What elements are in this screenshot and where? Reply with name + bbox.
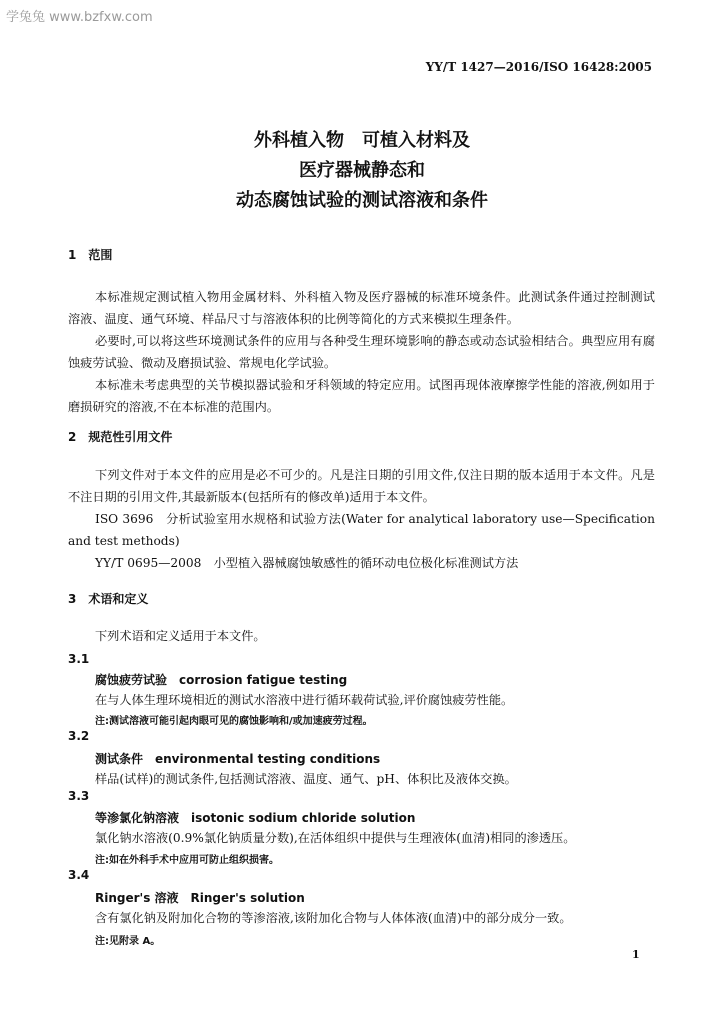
term-number: 3.3 xyxy=(68,789,90,803)
term-number: 3.1 xyxy=(68,652,90,666)
term-title: Ringer's 溶液 Ringer's solution xyxy=(95,891,305,905)
section-1-body xyxy=(68,286,655,418)
page-number: 1 xyxy=(632,948,640,961)
normative-reference-yy-t-0695: YY/T 0695—2008 小型植入器械腐蚀敏感性的循环动电位极化标准测试方法 xyxy=(95,556,519,570)
title-line-3: 动态腐蚀试验的测试溶液和条件 xyxy=(236,190,488,211)
section-1-paragraph-3: 本标准未考虑典型的关节模拟器试验和牙科领域的特定应用。试图再现体液摩擦学性能的溶液,例如用于磨损研究的溶液,不在本标准的范围内。 xyxy=(68,378,655,414)
term-note: 注:测试溶液可能引起肉眼可见的腐蚀影响和/或加速疲劳过程。 xyxy=(95,716,373,727)
section-2-paragraph-1: 下列文件对于本文件的应用是必不可少的。凡是注日期的引用文件,仅注日期的版本适用于本文件。凡是不注日期的引用文件,其最新版本(包括所有的修改单)适用于本文件。 xyxy=(68,468,655,504)
section-1-paragraph-2: 必要时,可以将这些环境测试条件的应用与各种受生理环境影响的静态或动态试验相结合。典型应用有腐蚀疲劳试验、微动及磨损试验、常规电化学试验。 xyxy=(68,334,655,370)
term-definition: 氯化钠水溶液(0.9%氯化钠质量分数),在活体组织中提供与生理液体(血清)相同的渗透压。 xyxy=(95,831,576,845)
term-note: 注:见附录 A。 xyxy=(95,936,161,947)
title-line-1: 外科植入物 可植入材料及 xyxy=(254,130,470,151)
watermark: 学兔兔 www.bzfxw.com xyxy=(6,10,153,25)
normative-reference-iso-3696: ISO 3696 分析试验室用水规格和试验方法(Water for analytical laboratory use—Specification and test methods) xyxy=(68,512,655,548)
term-definition: 在与人体生理环境相近的测试水溶液中进行循环载荷试验,评价腐蚀疲劳性能。 xyxy=(95,693,514,707)
term-title: 腐蚀疲劳试验 corrosion fatigue testing xyxy=(95,673,348,687)
section-2-body xyxy=(68,464,655,574)
term-definition: 含有氯化钠及附加化合物的等渗溶液,该附加化合物与人体体液(血清)中的部分成分一致。 xyxy=(95,911,572,925)
section-2-heading: 2 规范性引用文件 xyxy=(68,430,173,444)
term-note: 注:如在外科手术中应用可防止组织损害。 xyxy=(95,855,279,866)
section-3-intro: 下列术语和定义适用于本文件。 xyxy=(95,629,266,643)
term-definition: 样品(试样)的测试条件,包括测试溶液、温度、通气、pH、体积比及液体交换。 xyxy=(95,772,517,786)
document-title xyxy=(0,126,724,216)
standard-number: YY/T 1427—2016/ISO 16428:2005 xyxy=(425,60,652,74)
title-line-2: 医疗器械静态和 xyxy=(299,160,425,181)
term-title: 等渗氯化钠溶液 isotonic sodium chloride solution xyxy=(95,811,416,825)
section-1-heading: 1 范围 xyxy=(68,248,113,262)
term-title: 测试条件 environmental testing conditions xyxy=(95,752,381,766)
section-3-heading: 3 术语和定义 xyxy=(68,592,149,606)
term-number: 3.4 xyxy=(68,868,90,882)
term-number: 3.2 xyxy=(68,729,90,743)
section-1-paragraph-1: 本标准规定测试植入物用金属材料、外科植入物及医疗器械的标准环境条件。此测试条件通过控制测试溶液、温度、通气环境、样品尺寸与溶液体积的比例等简化的方式来模拟生理条件。 xyxy=(68,290,655,326)
